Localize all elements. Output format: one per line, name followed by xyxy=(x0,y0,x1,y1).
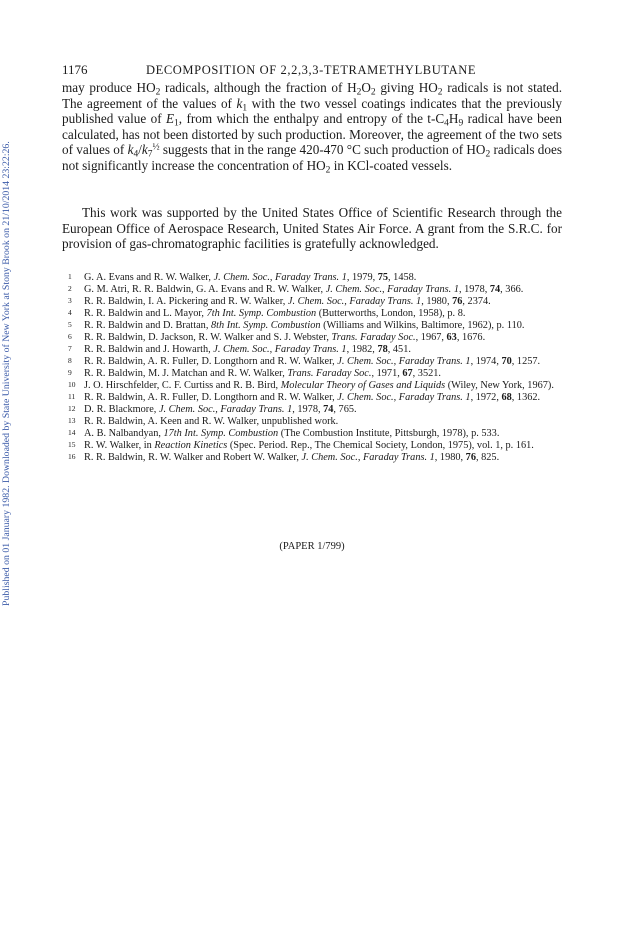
download-watermark: Published on 01 January 1982. Downloaded by State University of New York at Stony Brook on 21/10/2014 23:22:26. xyxy=(1,141,12,606)
running-title: DECOMPOSITION OF 2,2,3,3-TETRAMETHYLBUTANE xyxy=(146,63,477,77)
reference-number: 1 xyxy=(68,272,72,281)
page-number: 1176 xyxy=(62,62,88,77)
reference-item: 10 J. O. Hirschfelder, C. F. Curtiss and R. B. Bird, Molecular Theory of Gases and Liquids (Wiley, New York, 1967). xyxy=(68,380,554,391)
reference-item: 1 G. A. Evans and R. W. Walker, J. Chem. Soc., Faraday Trans. 1, 1979, 75, 1458. xyxy=(68,272,417,283)
reference-item: 16 R. R. Baldwin, R. W. Walker and Robert W. Walker, J. Chem. Soc., Faraday Trans. 1, 1980, 76, 825. xyxy=(68,452,500,463)
reference-item: 7 R. R. Baldwin and J. Howarth, J. Chem. Soc., Faraday Trans. 1, 1982, 78, 451. xyxy=(68,344,411,355)
reference-number: 12 xyxy=(68,404,76,413)
reference-number: 11 xyxy=(68,392,76,401)
page-header xyxy=(62,62,562,78)
reference-number: 16 xyxy=(68,452,76,461)
reference-item: 11 R. R. Baldwin, A. R. Fuller, D. Longthorn and R. W. Walker, J. Chem. Soc., Faraday Trans. 1, 1972, 68, 1362. xyxy=(68,392,541,403)
reference-number: 7 xyxy=(68,344,72,353)
reference-number: 15 xyxy=(68,440,76,449)
acknowledgement-paragraph: This work was supported by the United States Office of Scientific Research through the European Office of Aerospace Research, United States Air Force. A grant from the S.R.C. for provision of gas-chromatographic facilities is gratefully acknowledged. xyxy=(62,205,562,252)
paper-identifier: (PAPER 1/799) xyxy=(279,541,345,552)
reference-item: 3 R. R. Baldwin, I. A. Pickering and R. W. Walker, J. Chem. Soc., Faraday Trans. 1, 1980, 76, 2374. xyxy=(68,296,491,307)
reference-item: 2 G. M. Atri, R. R. Baldwin, G. A. Evans and R. W. Walker, J. Chem. Soc., Faraday Trans. 1, 1978, 74, 366. xyxy=(68,284,524,295)
reference-item: 15 R. W. Walker, in Reaction Kinetics (Spec. Period. Rep., The Chemical Society, London, 1975), vol. 1, p. 161. xyxy=(68,440,534,451)
reference-number: 3 xyxy=(68,296,72,305)
reference-item: 13 R. R. Baldwin, A. Keen and R. W. Walker, unpublished work. xyxy=(68,416,339,427)
reference-number: 9 xyxy=(68,368,72,377)
reference-number: 14 xyxy=(68,428,76,437)
reference-item: 12 D. R. Blackmore, J. Chem. Soc., Faraday Trans. 1, 1978, 74, 765. xyxy=(68,404,357,415)
reference-item: 6 R. R. Baldwin, D. Jackson, R. W. Walker and S. J. Webster, Trans. Faraday Soc., 1967, 63, 1676. xyxy=(68,332,486,343)
reference-number: 5 xyxy=(68,320,72,329)
reference-item: 5 R. R. Baldwin and D. Brattan, 8th Int. Symp. Combustion (Williams and Wilkins, Baltimore, 1962), p. 110. xyxy=(68,320,525,331)
reference-item: 4 R. R. Baldwin and L. Mayor, 7th Int. Symp. Combustion (Butterworths, London, 1958), p. 8. xyxy=(68,308,466,319)
reference-item: 9 R. R. Baldwin, M. J. Matchan and R. W. Walker, Trans. Faraday Soc., 1971, 67, 3521. xyxy=(68,368,441,379)
reference-number: 13 xyxy=(68,416,76,425)
reference-number: 6 xyxy=(68,332,72,341)
reference-item: 14 A. B. Nalbandyan, 17th Int. Symp. Combustion (The Combustion Institute, Pittsburgh, 1978), p. 533. xyxy=(68,428,500,439)
body-paragraph-1: may produce $HO_2$ radicals, although the fraction of $H_2O_2$ giving $HO_2$ radicals is not stated. The agreement of the values of $k_1$ with the two vessel coatings indicates that the previously published value of $E_1$, from which the enthalpy and entropy of the $t-C_4H_9$ radical have been calculated, has not been distorted by such production. Moreover, the agreement of the two sets of values of $k_4/k_7^{\frac{1}{2}}$ suggests that in the range 420-470 °C such production of $HO_2$ radicals does not significantly increase the concentration of $HO_2$ in KCl-coated vessels. xyxy=(62,80,563,176)
reference-number: 8 xyxy=(68,356,72,365)
reference-number: 10 xyxy=(68,380,76,389)
reference-number: 4 xyxy=(68,308,72,317)
reference-list xyxy=(62,272,562,464)
reference-number: 2 xyxy=(68,284,72,293)
reference-item: 8 R. R. Baldwin, A. R. Fuller, D. Longthorn and R. W. Walker, J. Chem. Soc., Faraday Trans. 1, 1974, 70, 1257. xyxy=(68,356,541,367)
